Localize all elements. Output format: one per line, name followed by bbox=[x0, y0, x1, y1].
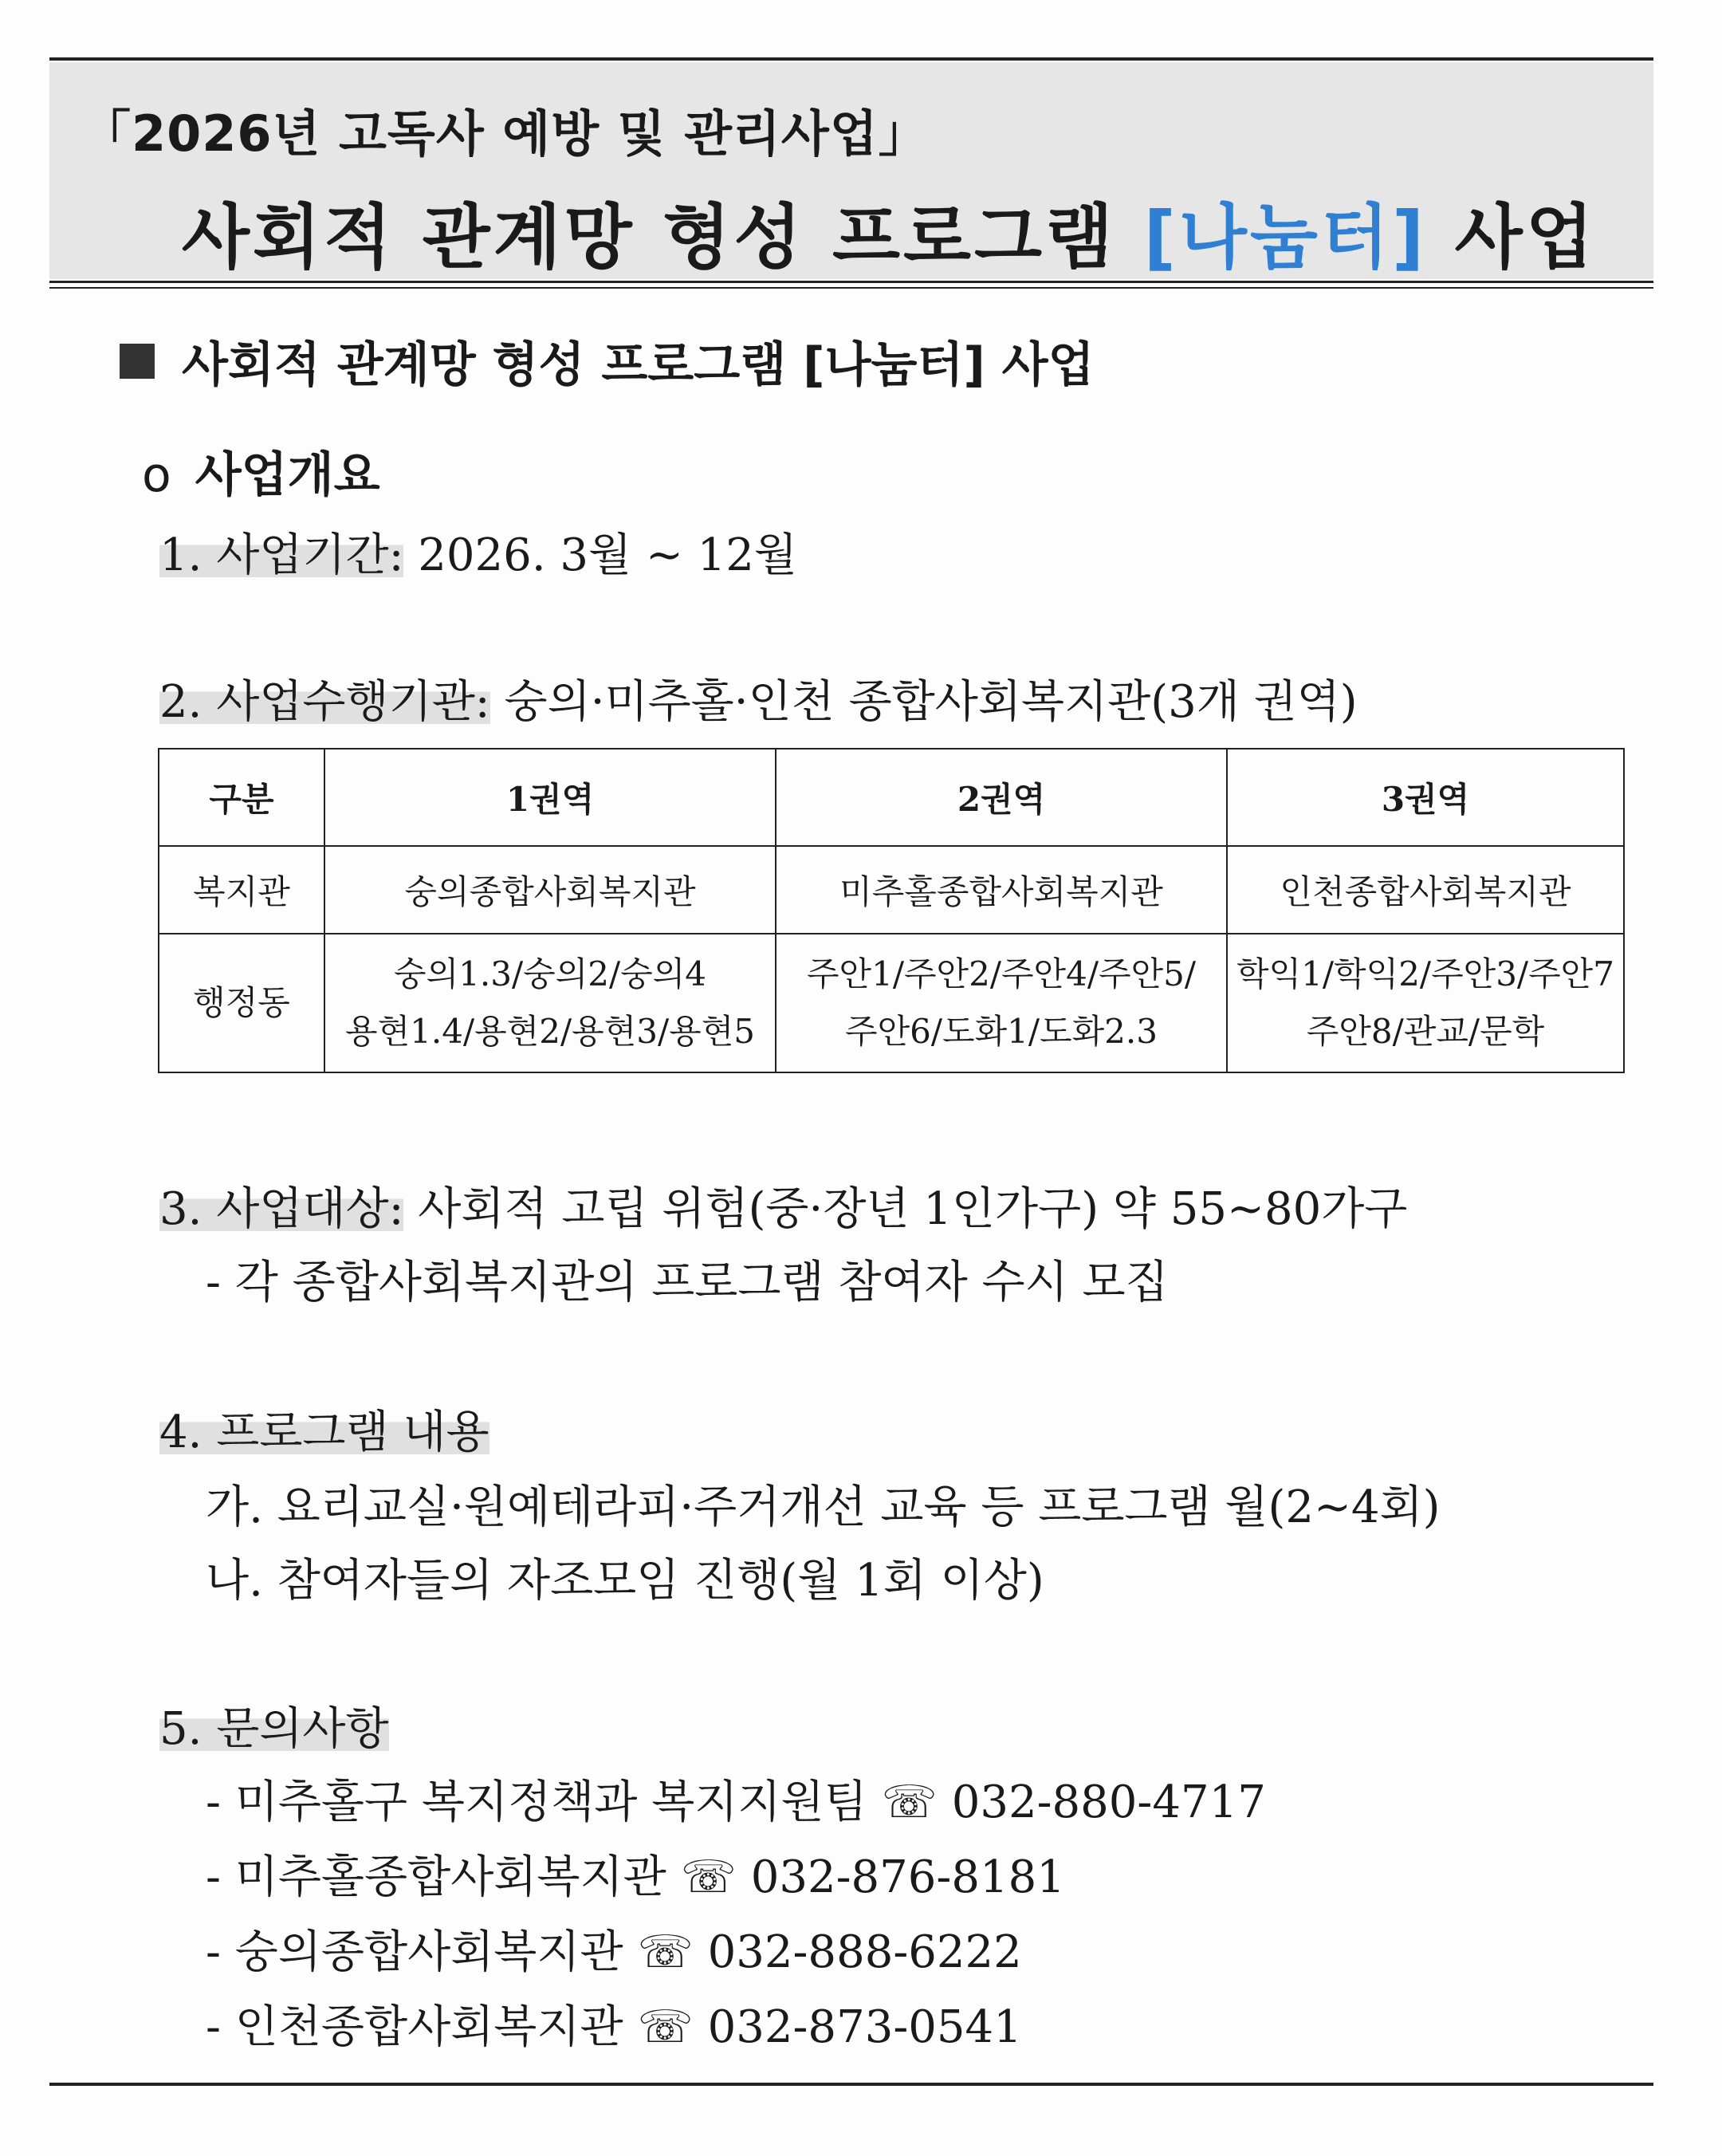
header-title-main: 사회적 관계망 형성 프로그램 bbox=[182, 196, 1117, 278]
item5 bbox=[159, 1694, 389, 1757]
table-cell: 미추홀종합사회복지관 bbox=[776, 846, 1227, 934]
section-title bbox=[120, 327, 1095, 395]
item3 bbox=[159, 1174, 1407, 1237]
header-title bbox=[182, 182, 1597, 282]
item3-label: 3. 사업대상: bbox=[159, 1183, 404, 1235]
square-bullet-icon bbox=[120, 344, 155, 379]
item2-label: 2. 사업수행기관: bbox=[159, 676, 490, 728]
item1-label: 1. 사업기간: bbox=[159, 529, 404, 581]
item1 bbox=[159, 520, 797, 584]
contact-phone: 032-873-0541 bbox=[707, 2001, 1022, 2053]
table-header-cell: 2권역 bbox=[776, 749, 1227, 846]
table-header-row bbox=[159, 749, 1624, 846]
table-cell: 숭의종합사회복지관 bbox=[324, 846, 776, 934]
table-cell-line: 주안1/주안2/주안4/주안5/ bbox=[806, 954, 1197, 993]
item3-value: 사회적 고립 위험(중·장년 1인가구) 약 55~80가구 bbox=[418, 1183, 1408, 1235]
header-title-end: 사업 bbox=[1454, 196, 1597, 278]
item2-value: 숭의·미추홀·인천 종합사회복지관(3개 권역) bbox=[504, 676, 1358, 728]
header-bottom-rule bbox=[49, 281, 1653, 283]
item1-value: 2026. 3월 ~ 12월 bbox=[418, 529, 798, 581]
header-title-highlight: [나눔터] bbox=[1143, 196, 1428, 278]
footer-rule bbox=[49, 2083, 1653, 2086]
phone-icon: ☏ bbox=[637, 2001, 694, 2053]
table-cell-line: 학익1/학익2/주안3/주안7 bbox=[1236, 954, 1614, 993]
contact-name: - 미추홀구 복지정책과 복지지원팀 bbox=[206, 1776, 867, 1828]
table-row-label: 복지관 bbox=[159, 846, 324, 934]
table-cell: 인천종합사회복지관 bbox=[1227, 846, 1624, 934]
header-bottom-rule-thin bbox=[49, 287, 1653, 289]
table-cell bbox=[1227, 934, 1624, 1072]
table-cell bbox=[324, 934, 776, 1072]
phone-icon: ☏ bbox=[881, 1776, 938, 1828]
phone-icon: ☏ bbox=[680, 1851, 737, 1903]
contact-name: - 인천종합사회복지관 bbox=[206, 2001, 623, 2053]
contact-phone: 032-888-6222 bbox=[707, 1926, 1022, 1978]
contact-name: - 미추홀종합사회복지관 bbox=[206, 1851, 666, 1903]
contact-item bbox=[206, 1917, 1022, 1981]
item5-label: 5. 문의사항 bbox=[159, 1703, 389, 1755]
item4-a: 가. 요리교실·원예테라피·주거개선 교육 등 프로그램 월(2~4회) bbox=[206, 1481, 1441, 1533]
section-title-text: 사회적 관계망 형성 프로그램 [나눔터] 사업 bbox=[182, 337, 1095, 393]
table-header-cell: 3권역 bbox=[1227, 749, 1624, 846]
item4-b: 나. 참여자들의 자조모임 진행(월 1회 이상) bbox=[206, 1555, 1044, 1607]
table-header-cell: 구분 bbox=[159, 749, 324, 846]
circle-bullet: o bbox=[142, 447, 171, 503]
overview-heading bbox=[142, 437, 380, 506]
table-row bbox=[159, 846, 1624, 934]
region-table bbox=[158, 748, 1625, 1073]
table-cell-line: 주안6/도화1/도화2.3 bbox=[845, 1012, 1158, 1051]
header-top-rule bbox=[49, 57, 1653, 61]
item4 bbox=[159, 1397, 489, 1461]
item3-sub: - 각 종합사회복지관의 프로그램 참여자 수시 모집 bbox=[206, 1257, 1169, 1308]
item4-label: 4. 프로그램 내용 bbox=[159, 1407, 489, 1458]
contact-item bbox=[206, 1992, 1022, 2056]
contact-item bbox=[206, 1767, 1266, 1831]
header-subtitle: 「2026년 고독사 예방 및 관리사업」 bbox=[81, 104, 929, 163]
table-row-label: 행정동 bbox=[159, 934, 324, 1072]
table-cell-line: 숭의1.3/숭의2/숭의4 bbox=[394, 954, 706, 993]
table-row bbox=[159, 934, 1624, 1072]
item2 bbox=[159, 667, 1358, 730]
table-cell bbox=[776, 934, 1227, 1072]
contact-phone: 032-880-4717 bbox=[951, 1776, 1266, 1828]
table-cell-line: 주안8/관교/문학 bbox=[1306, 1012, 1545, 1051]
contact-name: - 숭의종합사회복지관 bbox=[206, 1926, 623, 1978]
overview-label: 사업개요 bbox=[195, 447, 380, 503]
phone-icon: ☏ bbox=[637, 1926, 694, 1978]
contact-item bbox=[206, 1842, 1065, 1906]
table-cell-line: 용현1.4/용현2/용현3/용현5 bbox=[345, 1012, 755, 1051]
contact-phone: 032-876-8181 bbox=[750, 1851, 1065, 1903]
table-header-cell: 1권역 bbox=[324, 749, 776, 846]
